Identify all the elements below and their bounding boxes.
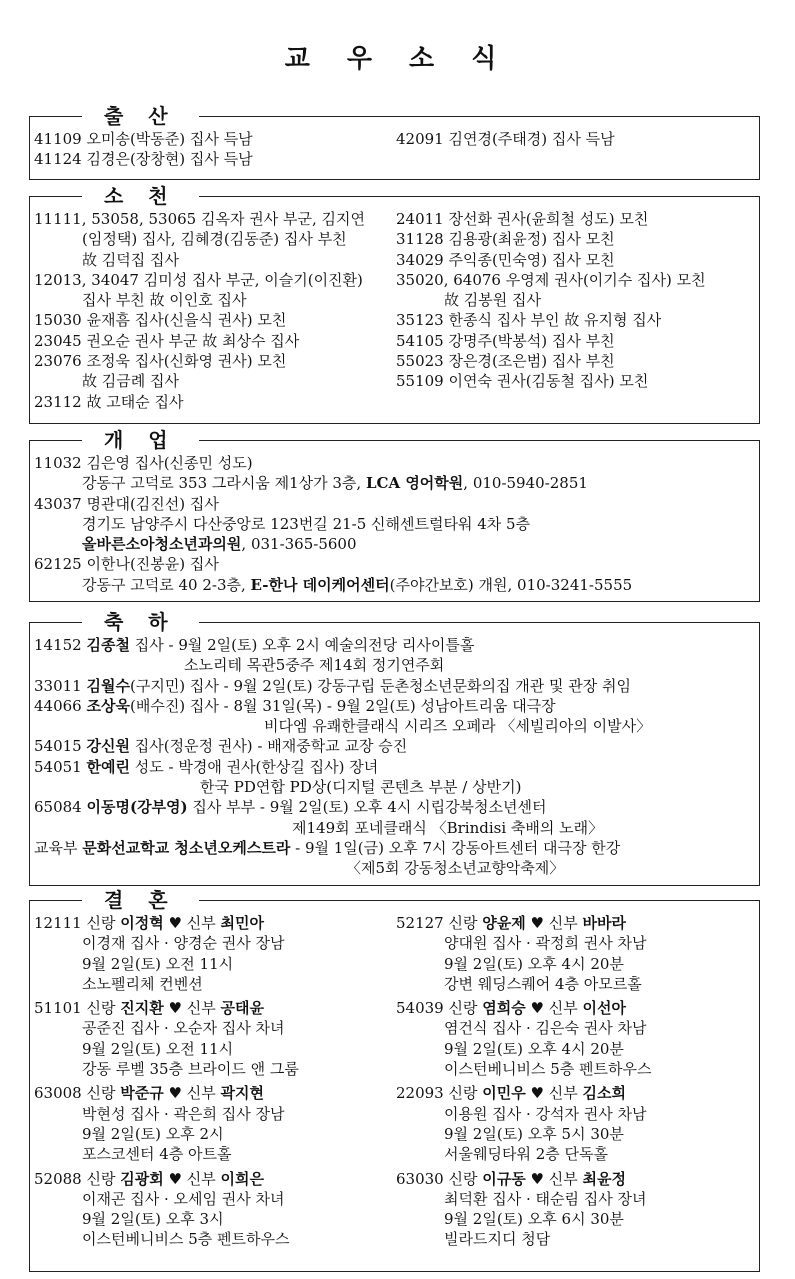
wedding-couple-line [396,1083,651,1103]
congrats-entry-cont: 한국 PD연합 PD상(디지털 콘텐츠 부분 / 상반기) [200,778,522,797]
passing-right-column [396,209,706,392]
entry-code: 44066 [34,696,87,715]
wedding-entry [34,1083,299,1164]
entry-code: 54015 [34,737,87,756]
congrats-entry [34,838,651,858]
passing-section [29,184,760,424]
wedding-place: 빌라드지디 청담 [444,1230,551,1249]
congrats-entry-cont: 〈제5회 강동청소년교향악축제〉 [346,859,565,878]
congrats-entry [34,676,651,696]
business-name: E-한나 데이케어센터 [250,575,390,594]
entry-code: 54051 [34,757,87,776]
congrats-section [29,610,760,886]
bride-name: 김소희 [582,1084,627,1103]
groom-label: 신랑 [86,999,116,1018]
entry-code: 33011 [34,676,87,695]
wedding-place: 서울웨딩타워 2층 단독홀 [444,1145,608,1164]
opening-entry: 11032 김은영 집사(신종민 성도) [34,454,253,472]
wedding-parents: 이경재 집사 · 양경순 권사 장남 [82,934,285,953]
groom-name: 진지환 [120,999,164,1018]
bride-label: 신부 [186,1169,216,1188]
wedding-section [29,888,760,1272]
bride-name: 이선아 [582,999,627,1018]
birth-entry: 42091 김연경(주태경) 집사 득남 [396,130,615,148]
bride-label: 신부 [548,914,578,932]
passing-left-column [34,209,365,412]
groom-name: 이규동 [482,1169,526,1188]
congrats-entry [34,797,651,817]
birth-heading: 출 산 [82,103,199,129]
entry-code: 52088 [34,1169,82,1188]
wedding-entry [396,913,651,994]
wedding-entry [34,1169,299,1250]
entry-code: 12111 [34,914,82,932]
opening-entry: 62125 이한나(진봉윤) 집사 [34,555,219,574]
groom-name: 이정혁 [120,914,164,932]
entry-code: 54039 [396,999,444,1018]
entry-code: 52127 [396,914,444,932]
entry-name: 문화선교학교 청소년오케스트라 [82,838,291,857]
wedding-time: 9월 2일(토) 오후 4시 20분 [444,1039,624,1058]
wedding-parents: 이재곤 집사 · 오세임 권사 차녀 [82,1189,285,1208]
congrats-entry [34,696,651,716]
entry-detail: 집사 - 9월 2일(토) 오후 2시 예술의전당 리사이틀홀 [129,636,475,654]
entry-detail: - 9월 1일(금) 오후 7시 강동아트센터 대극장 한강 [290,838,621,857]
groom-label: 신랑 [448,1084,478,1103]
wedding-place: 이스턴베니비스 5층 펜트하우스 [82,1230,290,1249]
opening-section [29,428,760,602]
entry-name: 조상욱 [86,696,130,715]
passing-entry: 54105 강명주(박봉석) 집사 부친 [396,331,615,350]
passing-entry: 23045 권오순 권사 부군 故 최상수 집사 [34,331,300,350]
heart-icon: ♥ [168,1169,182,1188]
groom-label: 신랑 [448,914,478,932]
bride-name: 바바라 [582,914,627,932]
entry-code: 51101 [34,999,82,1018]
passing-entry: 55109 이연숙 권사(김동철 집사) 모친 [396,372,649,391]
wedding-time: 9월 2일(토) 오후 5시 30분 [444,1124,624,1143]
bride-label: 신부 [548,1169,578,1188]
wedding-parents: 양대원 집사 · 곽정희 권사 차남 [444,934,647,953]
wedding-parents: 박현성 집사 · 곽은희 집사 장남 [82,1104,285,1123]
wedding-left-column [34,913,299,1250]
entry-code: 14152 [34,636,87,654]
opening-business [34,534,632,554]
heart-icon: ♥ [530,1084,544,1103]
passing-entry: 12013, 34047 김미성 집사 부군, 이슬기(이진환) [34,270,363,289]
entry-name: 김종철 [86,636,130,654]
wedding-place: 소노펠리체 컨벤션 [82,974,203,993]
heart-icon: ♥ [168,1084,182,1103]
opening-list [34,453,632,595]
wedding-time: 9월 2일(토) 오후 2시 [82,1124,224,1143]
passing-entry-cont: 집사 부친 故 이인호 집사 [82,291,247,310]
entry-detail: 성도 - 박경애 권사(한상길 집사) 장녀 [129,757,379,776]
entry-detail: (배수진) 집사 - 8월 31일(목) - 9월 2일(토) 성남아트리움 대극장 [129,696,556,715]
page-title: 교 우 소 식 [284,44,511,74]
passing-entry: 31128 김용광(최윤정) 집사 모친 [396,230,615,249]
entry-name: 이동명(강부영) [86,798,188,817]
address-text: 강동구 고덕로 353 그라시움 제1상가 3층, [82,474,366,493]
wedding-right-column [396,913,651,1250]
passing-entry-cont: (임정택) 집사, 김혜경(김동준) 집사 부친 [82,230,347,249]
opening-entry: 43037 명관대(김진선) 집사 [34,494,219,513]
wedding-couple-line [34,913,299,933]
congrats-entry [34,635,651,655]
phone-text: , 010-5940-2851 [463,474,588,493]
birth-section [29,104,760,180]
bride-label: 신부 [186,1084,216,1103]
bride-label: 신부 [186,999,216,1018]
opening-address [34,575,632,595]
passing-entry: 23112 故 고태순 집사 [34,392,184,411]
passing-entry: 11111, 53058, 53065 김옥자 권사 부군, 김지연 [34,210,365,228]
groom-label: 신랑 [448,1169,478,1188]
entry-code: 63030 [396,1169,444,1188]
entry-name: 강신원 [86,737,130,756]
opening-address [34,473,632,493]
passing-entry-cont: 故 김덕집 집사 [82,250,179,269]
bride-name: 곽지현 [220,1084,265,1103]
passing-entry: 23076 조정욱 집사(신화영 권사) 모친 [34,352,287,371]
groom-label: 신랑 [86,1084,116,1103]
wedding-parents: 이용원 집사 · 강석자 권사 차남 [444,1104,647,1123]
birth-entry: 41109 오미송(박동준) 집사 득남 [34,130,253,148]
congrats-heading: 축 하 [82,609,199,635]
phone-text: , 031-365-5600 [241,535,357,554]
passing-entry: 34029 주익종(민숙영) 집사 모친 [396,250,615,269]
address-text: 강동구 고덕로 40 2-3층, [82,575,251,594]
entry-code: 22093 [396,1084,444,1103]
opening-heading: 개 업 [82,427,199,453]
groom-label: 신랑 [448,999,478,1018]
wedding-time: 9월 2일(토) 오전 11시 [82,1039,234,1058]
bride-name: 공태윤 [220,999,265,1018]
wedding-couple-line [34,1083,299,1103]
passing-entry: 15030 윤재흠 집사(신을식 권사) 모친 [34,311,287,330]
wedding-couple-line [34,998,299,1018]
bride-label: 신부 [186,914,216,932]
groom-label: 신랑 [86,914,116,932]
groom-name: 김광회 [120,1169,164,1188]
wedding-parents: 공준진 집사 · 오순자 집사 차녀 [82,1019,285,1038]
wedding-time: 9월 2일(토) 오후 3시 [82,1210,224,1229]
passing-entry: 55023 장은경(조은범) 집사 부친 [396,352,615,371]
wedding-couple-line [396,998,651,1018]
wedding-place: 포스코센터 4층 아트홀 [82,1145,232,1164]
wedding-entry [396,1083,651,1164]
passing-entry: 35123 한종식 집사 부인 故 유지형 집사 [396,311,662,330]
entry-detail: 집사(정운정 권사) - 배재중학교 교장 승진 [129,737,408,756]
congrats-entry-cont: 제149회 포네클래식 〈Brindisi 축배의 노래〉 [292,818,604,837]
entry-code: 교육부 [34,838,83,857]
wedding-couple-line [34,1169,299,1189]
congrats-entry [34,736,651,756]
wedding-couple-line [396,913,651,933]
birth-left-column [34,129,253,170]
business-name: 올바른소아청소년과의원 [82,535,242,554]
birth-entry: 41124 김경은(장창현) 집사 득남 [34,150,253,169]
groom-name: 양윤제 [482,914,526,932]
wedding-parents: 염건식 집사 · 김은숙 권사 차남 [444,1019,647,1038]
entry-detail: (구지민) 집사 - 9월 2일(토) 강동구립 둔촌청소년문화의집 개관 및 관장 취임 [129,676,631,695]
wedding-place: 이스턴베니비스 5층 펜트하우스 [444,1060,652,1079]
wedding-entry [396,998,651,1079]
congrats-entry [34,757,651,777]
business-name: LCA 영어학원 [365,474,464,493]
groom-name: 염희승 [482,999,526,1018]
groom-name: 이민우 [482,1084,526,1103]
wedding-time: 9월 2일(토) 오후 4시 20분 [444,954,624,973]
wedding-entry [34,913,299,994]
entry-name: 김월수 [86,676,130,695]
passing-entry: 24011 장선화 권사(윤희철 성도) 모친 [396,210,649,228]
passing-entry-cont: 故 김금례 집사 [82,372,179,391]
wedding-entry [34,998,299,1079]
wedding-time: 9월 2일(토) 오후 6시 30분 [444,1210,624,1229]
opening-address: 경기도 남양주시 다산중앙로 123번길 21-5 신해센트럴타워 4차 5층 [82,514,531,533]
phone-text: (주야간보호) 개원, 010-3241-5555 [389,575,633,594]
entry-name: 한예린 [86,757,130,776]
wedding-heading: 결 혼 [82,887,199,913]
bride-name: 최윤정 [582,1169,627,1188]
passing-entry-cont: 故 김봉원 집사 [444,291,541,310]
passing-heading: 소 천 [82,183,199,209]
heart-icon: ♥ [168,914,182,932]
bride-name: 최민아 [220,914,265,932]
wedding-couple-line [396,1169,651,1189]
entry-detail: 집사 부부 - 9월 2일(토) 오후 4시 시립강북청소년센터 [187,798,547,817]
heart-icon: ♥ [168,999,182,1018]
congrats-entry-cont: 비다엠 유쾌한클래식 시리즈 오페라 〈세빌리아의 이발사〉 [264,717,652,736]
wedding-time: 9월 2일(토) 오전 11시 [82,954,234,973]
heart-icon: ♥ [530,1169,544,1188]
wedding-parents: 최덕환 집사 · 태순림 집사 장녀 [444,1189,647,1208]
bride-label: 신부 [548,999,578,1018]
wedding-place: 강동 루벨 35층 브라이드 앤 그룸 [82,1060,299,1079]
heart-icon: ♥ [530,999,544,1018]
birth-right-column [396,129,615,149]
congrats-entry-cont: 소노리테 목관5중주 제14회 정기연주회 [184,656,445,675]
wedding-place: 강변 웨딩스퀘어 4층 아모르홀 [444,974,642,993]
groom-label: 신랑 [86,1169,116,1188]
passing-entry: 35020, 64076 우영제 권사(이기수 집사) 모친 [396,270,706,289]
entry-code: 63008 [34,1084,82,1103]
heart-icon: ♥ [530,914,544,932]
entry-code: 65084 [34,798,87,817]
bride-name: 이희은 [220,1169,265,1188]
bride-label: 신부 [548,1084,578,1103]
wedding-entry [396,1169,651,1250]
congrats-list [34,635,651,879]
groom-name: 박준규 [120,1084,164,1103]
